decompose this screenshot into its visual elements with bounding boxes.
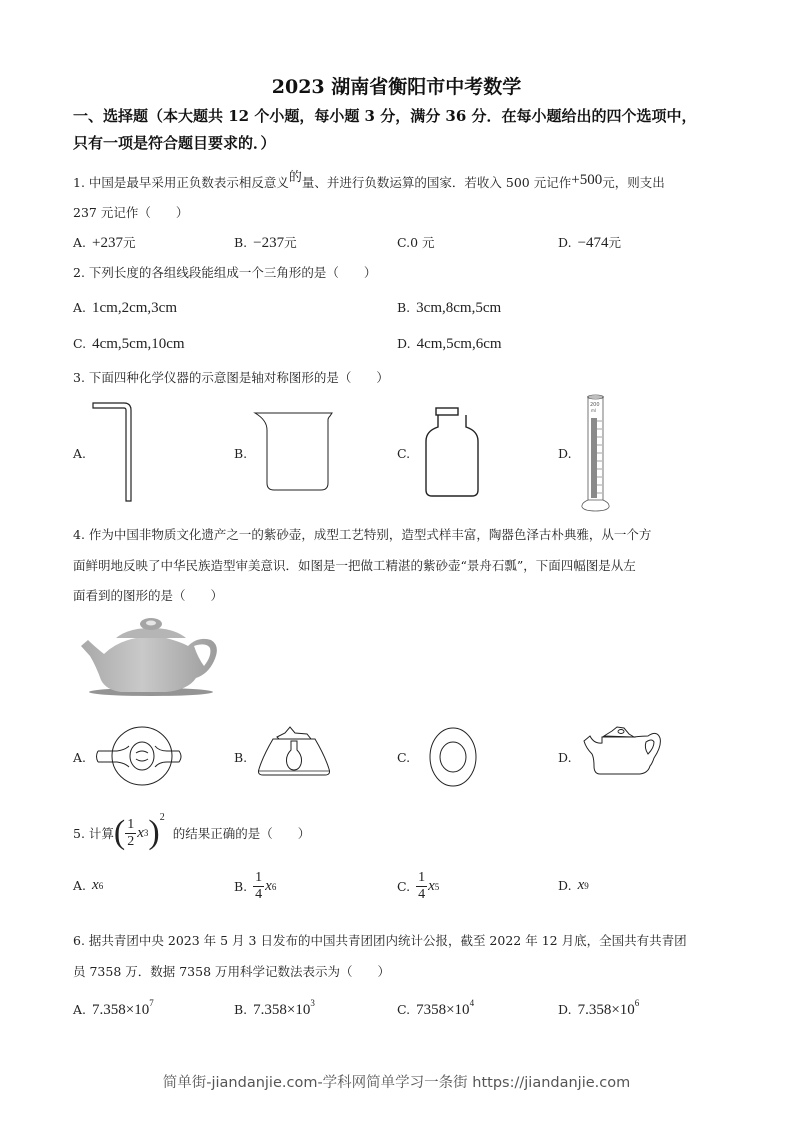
q5-option-b[interactable] [234, 870, 276, 903]
option-base: x [265, 878, 272, 894]
option-value: 0 元 [410, 235, 435, 250]
option-value: 4cm,5cm,6cm [416, 336, 502, 352]
page-title: 2023 湖南省衡阳市中考数学 [271, 76, 522, 98]
q5-inner-exponent: 3 [143, 828, 149, 838]
q5-text-part-b: 的结果正确的是（ ） [172, 826, 311, 841]
q3-option-c-label[interactable]: C. [397, 446, 411, 461]
option-value: 4cm,5cm,10cm [92, 336, 185, 352]
option-unit: 元 [284, 235, 297, 250]
q1-text-sup: 的 [288, 170, 302, 185]
option-mantissa: 7358×10 [416, 1002, 470, 1018]
fraction-denominator: 4 [255, 887, 263, 902]
question-6-text-line2: 员 7358 万．数据 7358 万用科学记数法表示为（ ） [73, 964, 391, 979]
q1-text-part-a: 1. 中国是最早采用正负数表示相反意义 [73, 175, 289, 190]
fraction-denominator: 2 [127, 833, 135, 849]
option-label: C. [397, 879, 411, 894]
question-6-text-line1: 6. 据共青团中央 2023 年 5 月 3 日发布的中国共青团团内统计公报，截至 2022 年 12 月底，全国共有共青团 [73, 933, 687, 948]
option-exponent: 6 [271, 881, 277, 892]
option-value: +237 [92, 235, 123, 251]
option-label: B. [234, 879, 248, 894]
left-paren: ( [113, 814, 126, 851]
option-exponent: 6 [98, 880, 104, 891]
option-label: A. [73, 235, 87, 250]
q2-option-a[interactable] [73, 300, 177, 317]
q1-text-part-b: 量、并进行负数运算的国家．若收入 500 元记作 [301, 175, 572, 190]
option-mantissa: 7.358×10 [577, 1002, 635, 1018]
q4-option-c-label[interactable]: C. [397, 750, 411, 765]
q6-option-c[interactable] [397, 998, 474, 1019]
option-label: C. [73, 336, 87, 351]
option-exponent: 5 [434, 881, 440, 892]
beaker-figure [250, 410, 340, 495]
question-1-text-line1 [73, 166, 665, 191]
question-4-text-line2: 面鲜明地反映了中华民族造型审美意识．如图是一把做工精湛的紫砂壶“景舟石瓢”，下面四幅图是从左 [73, 558, 636, 573]
option-unit: 元 [122, 235, 136, 250]
question-3-text: 3. 下面四种化学仪器的示意图是轴对称图形的是（ ） [73, 370, 389, 385]
question-4-text-line1: 4. 作为中国非物质文化遗产之一的紫砂壶，成型工艺特别，造型式样丰富，陶器色泽古朴典雅，从一个方 [73, 527, 652, 542]
q4-option-d-label[interactable]: D. [558, 750, 572, 765]
option-fraction [416, 870, 427, 903]
double-ellipse-figure [418, 722, 488, 792]
q5-base: x [137, 824, 144, 841]
q2-option-b[interactable] [397, 300, 501, 317]
option-value: 1cm,2cm,3cm [92, 300, 177, 316]
q4-option-b-label[interactable]: B. [234, 750, 248, 765]
right-paren: ) [148, 814, 160, 851]
question-5-text [73, 812, 311, 851]
option-base: x [428, 878, 435, 894]
q1-option-c[interactable] [397, 233, 435, 251]
q5-outer-exponent: 2 [159, 812, 165, 823]
q6-option-d[interactable] [558, 998, 639, 1019]
option-fraction [253, 870, 264, 903]
option-label: B. [234, 1002, 248, 1017]
q1-option-d[interactable] [558, 233, 621, 252]
option-label: B. [397, 300, 411, 315]
q2-option-d[interactable] [397, 336, 502, 353]
question-2-text: 2. 下列长度的各组线段能组成一个三角形的是（ ） [73, 265, 377, 280]
option-unit: 元 [608, 235, 622, 250]
option-label: C. [397, 235, 411, 250]
option-mantissa: 7.358×10 [92, 1002, 150, 1018]
option-exponent: 9 [584, 880, 589, 891]
teapot-top-view-figure [95, 722, 185, 792]
option-label: A. [73, 300, 87, 315]
reagent-bottle-figure [420, 405, 485, 500]
teapot-front-view-figure [255, 722, 335, 782]
fraction-numerator: 1 [255, 870, 263, 885]
option-label: D. [558, 235, 572, 250]
fraction-numerator: 1 [127, 816, 135, 832]
q2-option-c[interactable] [73, 336, 185, 353]
svg-text:ml: ml [591, 408, 597, 413]
q3-option-b-label[interactable]: B. [234, 446, 248, 461]
section-heading-line2: 只有一项是符合题目要求的．） [73, 134, 276, 152]
q5-text-part-a: 5. 计算 [73, 826, 114, 841]
fraction-denominator: 4 [418, 887, 426, 902]
option-exponent: 3 [310, 998, 315, 1008]
q1-option-b[interactable] [234, 233, 297, 252]
option-value: −474 [577, 235, 609, 251]
q6-option-b[interactable] [234, 998, 315, 1019]
option-exponent: 6 [634, 998, 640, 1008]
option-label: D. [558, 1002, 572, 1017]
teapot-photo-image [76, 616, 226, 701]
q1-text-part-c: 元，则支出 [602, 175, 665, 190]
q5-option-c[interactable] [397, 870, 439, 903]
option-label: D. [397, 336, 411, 351]
option-label: C. [397, 1002, 411, 1017]
option-label: B. [234, 235, 248, 250]
option-label: D. [558, 878, 572, 893]
q5-fraction [125, 817, 136, 850]
option-label: A. [73, 878, 87, 893]
question-1-text-line2: 237 元记作（ ） [73, 205, 189, 220]
option-mantissa: 7.358×10 [253, 1002, 311, 1018]
bent-glass-tube-figure [90, 400, 140, 505]
option-base: x [92, 877, 99, 893]
svg-text:200: 200 [590, 402, 600, 408]
question-4-text-line3: 面看到的图形的是（ ） [73, 588, 224, 603]
option-exponent: 7 [149, 998, 154, 1008]
option-base: x [577, 877, 585, 893]
footer-watermark: 简单街-jiandanjie.com-学科网简单学习一条街 https://jiandanjie.com [162, 1075, 631, 1091]
q1-option-a[interactable] [73, 233, 136, 252]
teapot-side-view-figure [582, 724, 692, 784]
fraction-numerator: 1 [418, 870, 426, 885]
option-exponent: 4 [469, 998, 475, 1008]
section-heading-line1: 一、选择题（本大题共 12 个小题，每小题 3 分，满分 36 分．在每小题给出的四个选项中， [73, 107, 697, 125]
option-value: 3cm,8cm,5cm [416, 300, 502, 316]
q4-option-a-label[interactable]: A. [73, 750, 87, 765]
q5-option-a[interactable] [73, 877, 103, 894]
q3-option-a-label[interactable]: A. [73, 446, 87, 461]
q6-option-a[interactable] [73, 998, 154, 1019]
q1-math-plus500: +500 [571, 172, 603, 188]
q3-option-d-label[interactable]: D. [558, 446, 572, 461]
option-value: −237 [253, 235, 285, 251]
q5-option-d[interactable] [558, 877, 589, 894]
option-label: A. [73, 1002, 87, 1017]
graduated-cylinder-figure [578, 393, 618, 515]
